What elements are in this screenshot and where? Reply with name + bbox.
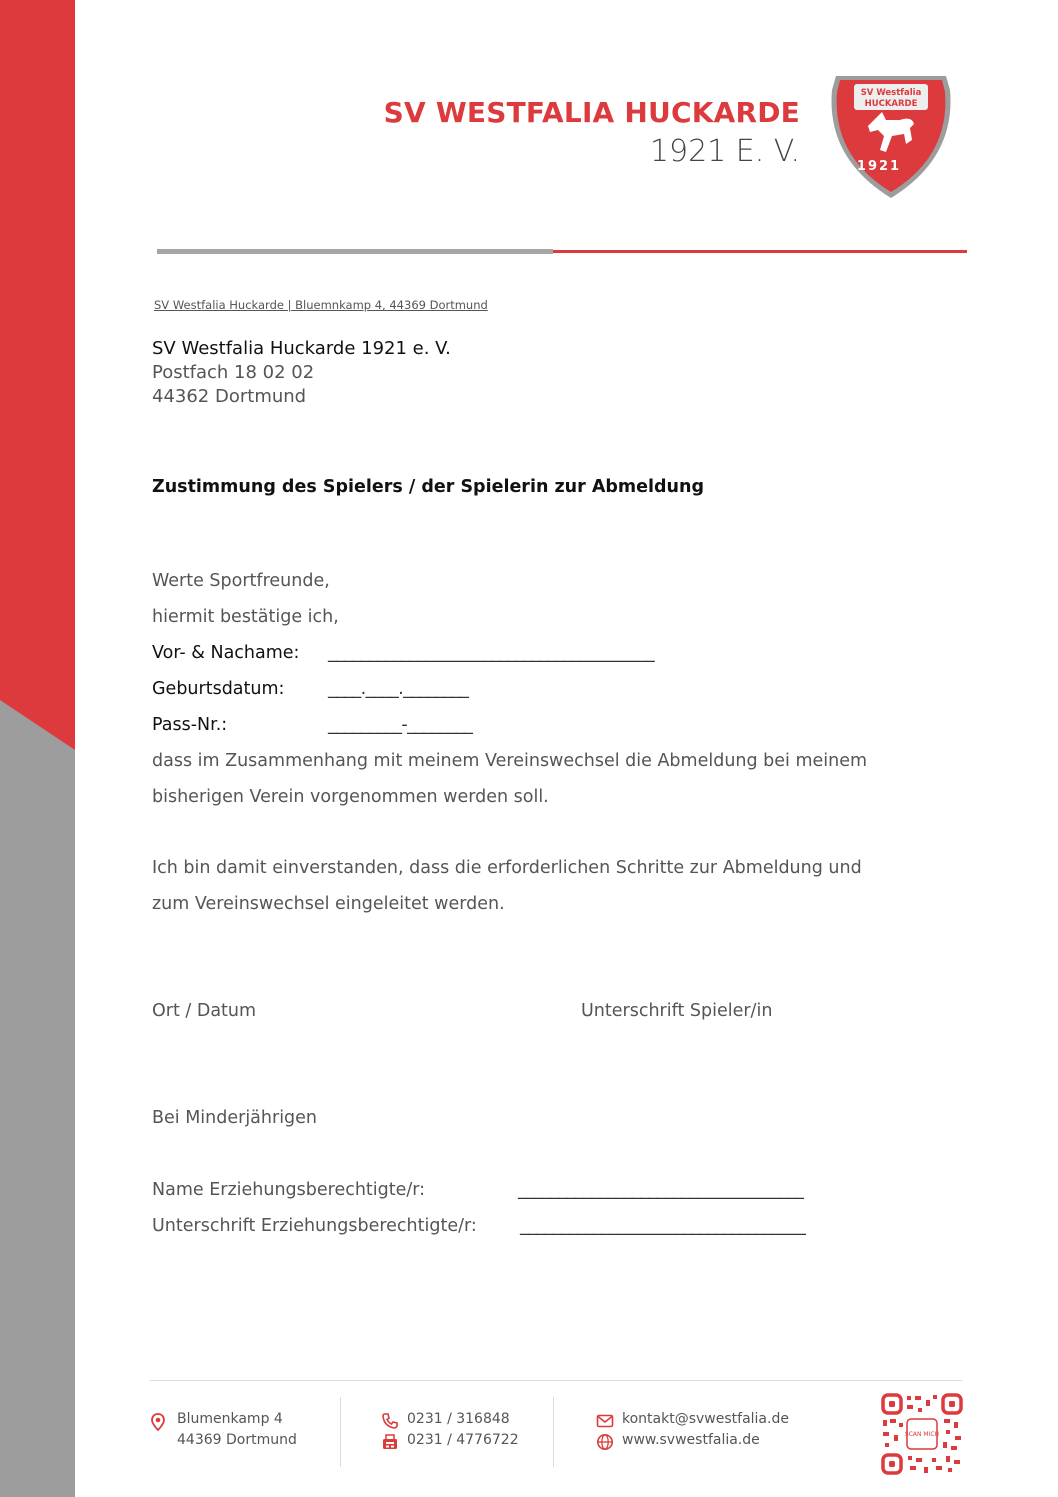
fax-icon	[381, 1433, 399, 1451]
guardian-name-label: Name Erziehungsberechtigte/r:	[152, 1180, 426, 1200]
recipient-name: SV Westfalia Huckarde 1921 e. V.	[152, 338, 451, 359]
salutation: Werte Sportfreunde,	[152, 571, 330, 591]
club-logo	[826, 68, 956, 202]
pass-number-field[interactable]: _________-________	[328, 715, 473, 735]
sender-return-address: SV Westfalia Huckarde | Bluemnkamp 4, 44369 Dortmund	[154, 298, 488, 312]
guardian-signature-label: Unterschrift Erziehungsberechtigte/r:	[152, 1216, 477, 1236]
place-date-label: Ort / Datum	[152, 1001, 257, 1021]
footer-divider-1	[340, 1397, 341, 1467]
recipient-city: 44362 Dortmund	[152, 386, 307, 407]
footer-address-line-2: 44369 Dortmund	[177, 1432, 297, 1448]
footer-fax: 0231 / 4776722	[407, 1432, 519, 1448]
footer-address-line-1: Blumenkamp 4	[177, 1411, 283, 1427]
club-name-heading: SV WESTFALIA HUCKARDE	[383, 96, 800, 129]
recipient-po-box: Postfach 18 02 02	[152, 362, 315, 383]
footer-website[interactable]: www.svwestfalia.de	[622, 1432, 760, 1448]
birthdate-field[interactable]: ____.____.________	[328, 679, 469, 699]
header-rule-gray	[157, 249, 553, 254]
document-subject: Zustimmung des Spielers / der Spielerin zur Abmeldung	[152, 477, 705, 497]
footer-divider-2	[553, 1397, 554, 1467]
birthdate-label: Geburtsdatum:	[152, 679, 285, 699]
paragraph-1-line-1: dass im Zusammenhang mit meinem Vereinswechsel die Abmeldung bei meinem	[152, 751, 868, 771]
phone-icon	[381, 1412, 399, 1430]
left-decorative-stripe	[0, 0, 75, 1497]
stripe-red	[0, 0, 75, 750]
qr-label: SCAN MICH	[904, 1431, 940, 1438]
mail-icon	[596, 1412, 614, 1430]
guardian-name-field[interactable]: ___________________________________	[518, 1180, 804, 1200]
header-rule-red	[553, 250, 967, 253]
qr-code-icon[interactable]	[880, 1392, 964, 1476]
footer-phone: 0231 / 316848	[407, 1411, 510, 1427]
footer-rule	[150, 1380, 962, 1381]
logo-year: 1921	[856, 159, 902, 174]
intro-text: hiermit bestätige ich,	[152, 607, 339, 627]
paragraph-1-line-2: bisherigen Verein vorgenommen werden soll.	[152, 787, 549, 807]
location-pin-icon	[149, 1413, 167, 1431]
footer-email[interactable]: kontakt@svwestfalia.de	[622, 1411, 789, 1427]
stripe-gray	[0, 700, 75, 1497]
guardian-signature-field[interactable]: ___________________________________	[520, 1216, 806, 1236]
globe-icon	[596, 1433, 614, 1451]
pass-number-label: Pass-Nr.:	[152, 715, 228, 735]
logo-sub-text: HUCKARDE	[864, 99, 918, 109]
paragraph-2-line-1: Ich bin damit einverstanden, dass die erforderlichen Schritte zur Abmeldung und	[152, 858, 862, 878]
player-signature-label: Unterschrift Spieler/in	[581, 1001, 773, 1021]
paragraph-2-line-2: zum Vereinswechsel eingeleitet werden.	[152, 894, 505, 914]
minors-heading: Bei Minderjährigen	[152, 1108, 318, 1128]
name-field[interactable]: ________________________________________	[328, 643, 655, 663]
logo-top-text: SV Westfalia	[860, 88, 922, 98]
name-label: Vor- & Nachame:	[152, 643, 300, 663]
club-year-heading: 1921 E. V.	[649, 134, 800, 169]
